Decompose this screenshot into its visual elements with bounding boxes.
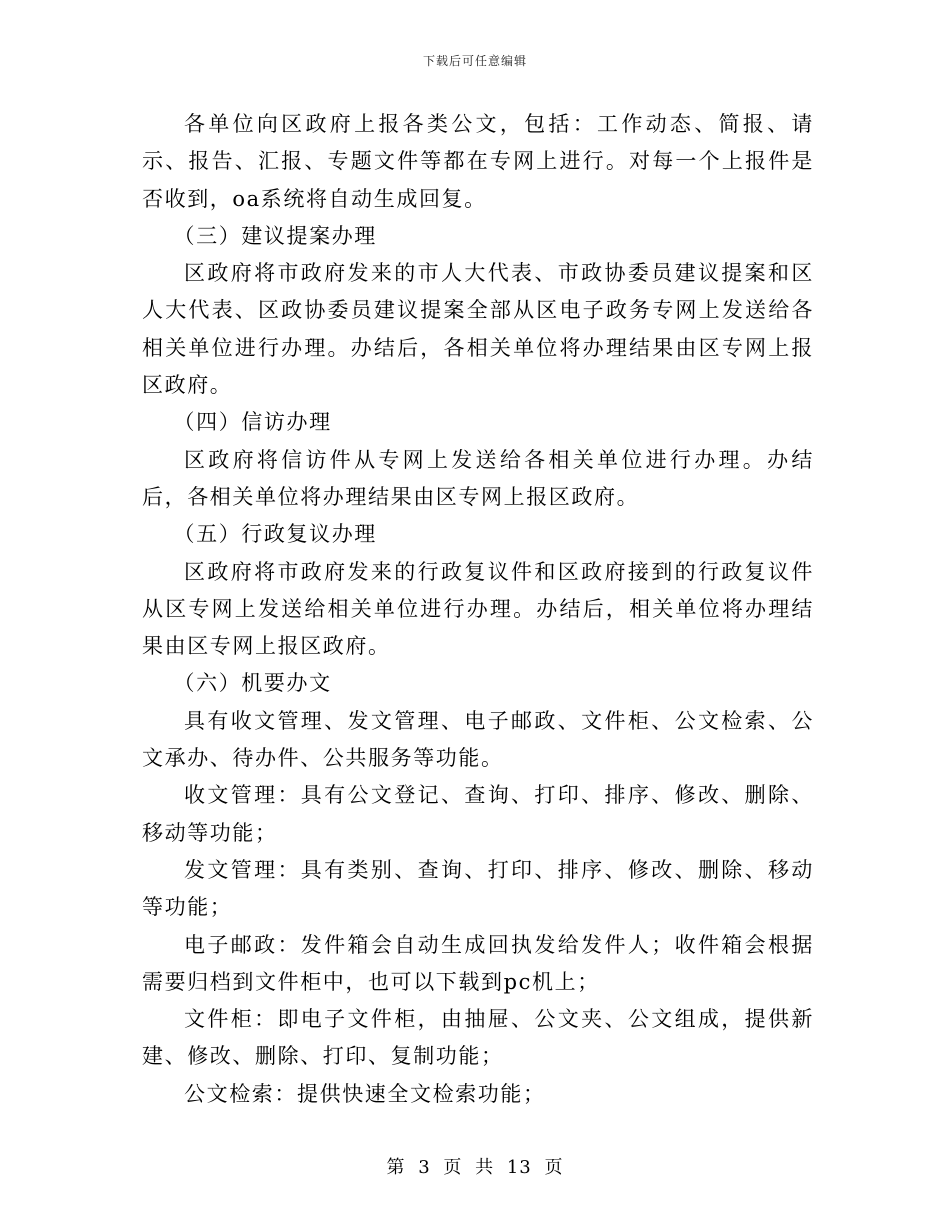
paragraph: 区政府将市政府发来的行政复议件和区政府接到的行政复议件从区专网上发送给相关单位进行办理。办结后，相关单位将办理结果由区专网上报区政府。 [142, 559, 814, 659]
paragraph: 区政府将市政府发来的市人大代表、市政协委员建议提案和区人大代表、区政协委员建议提案全部从区电子政务专网上发送给各相关单位进行办理。办结后，各相关单位将办理结果由区专网上报区政府。 [142, 261, 814, 398]
paragraph: 具有收文管理、发文管理、电子邮政、文件柜、公文检索、公文承办、待办件、公共服务等功能。 [142, 708, 814, 771]
paragraph: 区政府将信访件从专网上发送给各相关单位进行办理。办结后，各相关单位将办理结果由区专网上报区政府。 [142, 447, 814, 509]
page-number: 第 3 页 共 13 页 [386, 1157, 564, 1178]
section-heading: （三）建议提案办理 [173, 223, 377, 248]
document-body [142, 106, 814, 1113]
page-header: 下载后可任意编辑 [422, 54, 527, 68]
section-heading: （四）信访办理 [173, 410, 332, 435]
section-heading: （六）机要办文 [173, 671, 332, 696]
paragraph: 收文管理：具有公文登记、查询、打印、排序、修改、删除、移动等功能； [142, 783, 814, 845]
paragraph: 电子邮政：发件箱会自动生成回执发给发件人；收件箱会根据需要归档到文件柜中，也可以下载到pc机上； [142, 932, 814, 994]
paragraph: 各单位向区政府上报各类公文，包括：工作动态、简报、请示、报告、汇报、专题文件等都在专网上进行。对每一个上报件是否收到，oa系统将自动生成回复。 [142, 112, 814, 211]
paragraph: 发文管理：具有类别、查询、打印、排序、修改、删除、移动等功能； [142, 857, 814, 920]
paragraph: 文件柜：即电子文件柜，由抽屉、公文夹、公文组成，提供新建、修改、删除、打印、复制功能； [142, 1007, 814, 1069]
paragraph: 公文检索：提供快速全文检索功能； [184, 1081, 546, 1106]
section-heading: （五）行政复议办理 [173, 522, 377, 547]
